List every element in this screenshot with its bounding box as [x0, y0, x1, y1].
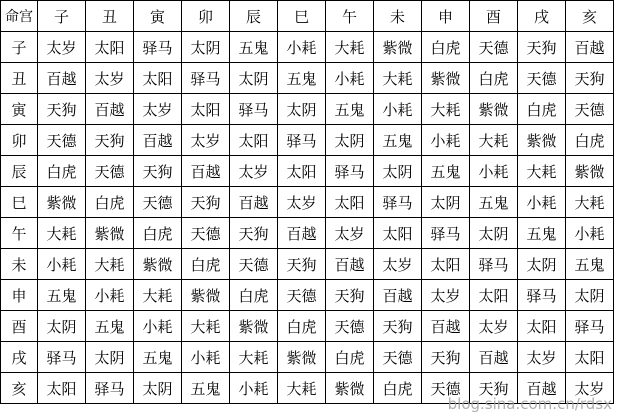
table-cell: 五鬼: [326, 94, 374, 125]
table-cell: 紫微: [422, 63, 470, 94]
table-cell: 百越: [278, 218, 326, 249]
table-cell: 太阳: [326, 187, 374, 218]
table-cell: 驿马: [86, 373, 134, 404]
table-cell: 白虎: [326, 342, 374, 373]
table-cell: 驿马: [326, 156, 374, 187]
table-cell: 五鬼: [518, 218, 566, 249]
table-cell: 大耗: [38, 218, 86, 249]
table-cell: 白虎: [38, 156, 86, 187]
table-cell: 太岁: [86, 63, 134, 94]
table-cell: 小耗: [326, 63, 374, 94]
table-cell: 太阳: [470, 280, 518, 311]
row-header: 申: [1, 280, 38, 311]
row-header: 卯: [1, 125, 38, 156]
column-header: 辰: [230, 1, 278, 32]
row-header: 酉: [1, 311, 38, 342]
row-header: 丑: [1, 63, 38, 94]
table-row: [1, 280, 614, 311]
table-cell: 太阳: [566, 342, 614, 373]
table-cell: 太阳: [230, 125, 278, 156]
table-cell: 大耗: [86, 249, 134, 280]
column-header: 酉: [470, 1, 518, 32]
table-cell: 太阴: [470, 218, 518, 249]
table-cell: 百越: [38, 63, 86, 94]
table-cell: 太岁: [134, 94, 182, 125]
row-header: 辰: [1, 156, 38, 187]
table-cell: 太岁: [422, 280, 470, 311]
table-row: [1, 125, 614, 156]
table-cell: 太岁: [182, 125, 230, 156]
table-cell: 白虎: [566, 125, 614, 156]
table-cell: 五鬼: [470, 187, 518, 218]
column-header: 子: [38, 1, 86, 32]
table-cell: 小耗: [230, 373, 278, 404]
table-cell: 紫微: [518, 125, 566, 156]
table-cell: 驿马: [134, 32, 182, 63]
table-cell: 百越: [134, 125, 182, 156]
table-cell: 天德: [230, 249, 278, 280]
table-body: [1, 32, 614, 404]
column-header: 亥: [566, 1, 614, 32]
table-cell: 天狗: [326, 280, 374, 311]
table-cell: 太阳: [86, 32, 134, 63]
table-cell: 太阳: [374, 218, 422, 249]
table-cell: 五鬼: [182, 373, 230, 404]
table-cell: 驿马: [470, 249, 518, 280]
table-cell: 紫微: [182, 280, 230, 311]
table-cell: 天德: [278, 280, 326, 311]
table-cell: 五鬼: [374, 125, 422, 156]
table-cell: 太阴: [518, 249, 566, 280]
table-cell: 太岁: [470, 311, 518, 342]
table-cell: 小耗: [38, 249, 86, 280]
table-cell: 天狗: [374, 311, 422, 342]
table-cell: 驿马: [374, 187, 422, 218]
table-row: [1, 249, 614, 280]
table-cell: 天狗: [38, 94, 86, 125]
table-cell: 小耗: [374, 94, 422, 125]
table-cell: 太岁: [278, 187, 326, 218]
table-cell: 太阴: [422, 187, 470, 218]
table-cell: 太阴: [134, 373, 182, 404]
table-cell: 百越: [518, 373, 566, 404]
table-cell: 天德: [374, 342, 422, 373]
table-cell: 驿马: [278, 125, 326, 156]
table-cell: 天德: [38, 125, 86, 156]
table-cell: 白虎: [374, 373, 422, 404]
column-header: 巳: [278, 1, 326, 32]
table-cell: 驿马: [182, 63, 230, 94]
column-header: 午: [326, 1, 374, 32]
table-cell: 五鬼: [566, 249, 614, 280]
table-cell: 紫微: [38, 187, 86, 218]
table-cell: 百越: [422, 311, 470, 342]
table-row: [1, 63, 614, 94]
table-row: [1, 94, 614, 125]
column-header: 丑: [86, 1, 134, 32]
table-cell: 紫微: [374, 32, 422, 63]
table-cell: 太阳: [278, 156, 326, 187]
table-cell: 紫微: [134, 249, 182, 280]
table-cell: 五鬼: [38, 280, 86, 311]
table-cell: 太岁: [38, 32, 86, 63]
table-cell: 大耗: [134, 280, 182, 311]
table-row: [1, 218, 614, 249]
table-cell: 天德: [422, 373, 470, 404]
table-cell: 紫微: [326, 373, 374, 404]
table-cell: 小耗: [134, 311, 182, 342]
table-cell: 太岁: [374, 249, 422, 280]
table-row: [1, 342, 614, 373]
table-cell: 百越: [230, 187, 278, 218]
watermark: blog.sina.com.cn/rdsx: [447, 395, 612, 413]
table-cell: 大耗: [422, 94, 470, 125]
table-cell: 百越: [566, 32, 614, 63]
table-cell: 大耗: [566, 187, 614, 218]
table-cell: 太阳: [182, 94, 230, 125]
table-cell: 紫微: [470, 94, 518, 125]
table-cell: 天狗: [278, 249, 326, 280]
table-cell: 大耗: [278, 373, 326, 404]
table-cell: 小耗: [470, 156, 518, 187]
table-cell: 小耗: [518, 187, 566, 218]
row-header: 戌: [1, 342, 38, 373]
table-cell: 白虎: [470, 63, 518, 94]
table-cell: 太阳: [134, 63, 182, 94]
table-cell: 百越: [470, 342, 518, 373]
table-cell: 太阳: [422, 249, 470, 280]
table-cell: 太阳: [38, 373, 86, 404]
table-cell: 太岁: [566, 373, 614, 404]
table-cell: 太阴: [566, 280, 614, 311]
table-cell: 太岁: [518, 342, 566, 373]
row-header: 午: [1, 218, 38, 249]
column-header: 申: [422, 1, 470, 32]
table-cell: 天狗: [566, 63, 614, 94]
table-cell: 小耗: [86, 280, 134, 311]
table-cell: 太阴: [278, 94, 326, 125]
table-cell: 紫微: [566, 156, 614, 187]
table-cell: 大耗: [374, 63, 422, 94]
table-cell: 白虎: [134, 218, 182, 249]
table-cell: 太岁: [326, 218, 374, 249]
table-cell: 五鬼: [278, 63, 326, 94]
table-cell: 大耗: [230, 342, 278, 373]
table-cell: 天德: [518, 63, 566, 94]
table-cell: 五鬼: [422, 156, 470, 187]
table-cell: 太阳: [518, 311, 566, 342]
table-cell: 百越: [86, 94, 134, 125]
row-header: 子: [1, 32, 38, 63]
table-cell: 大耗: [326, 32, 374, 63]
table-cell: 太阴: [38, 311, 86, 342]
table-cell: 白虎: [422, 32, 470, 63]
table-cell: 太岁: [230, 156, 278, 187]
table-cell: 太阴: [374, 156, 422, 187]
table-row: [1, 187, 614, 218]
row-header: 未: [1, 249, 38, 280]
table-cell: 百越: [182, 156, 230, 187]
column-header: 卯: [182, 1, 230, 32]
table-cell: 白虎: [230, 280, 278, 311]
table-cell: 天狗: [86, 125, 134, 156]
table-cell: 紫微: [230, 311, 278, 342]
table-cell: 白虎: [278, 311, 326, 342]
table-cell: 驿马: [518, 280, 566, 311]
table-cell: 大耗: [470, 125, 518, 156]
table-cell: 小耗: [566, 218, 614, 249]
row-header: 巳: [1, 187, 38, 218]
table-row: [1, 32, 614, 63]
table-row: [1, 156, 614, 187]
table-cell: 天狗: [134, 156, 182, 187]
table-cell: 天狗: [182, 187, 230, 218]
corner-header: 命宫: [1, 1, 38, 32]
table-cell: 天德: [326, 311, 374, 342]
table-cell: 太阴: [86, 342, 134, 373]
table-cell: 小耗: [422, 125, 470, 156]
table-cell: 驿马: [38, 342, 86, 373]
table-cell: 白虎: [86, 187, 134, 218]
table-cell: 百越: [326, 249, 374, 280]
table-cell: 小耗: [182, 342, 230, 373]
table-cell: 大耗: [182, 311, 230, 342]
table-cell: 天狗: [230, 218, 278, 249]
column-header: 寅: [134, 1, 182, 32]
table-cell: 驿马: [230, 94, 278, 125]
table-cell: 百越: [374, 280, 422, 311]
row-header: 寅: [1, 94, 38, 125]
column-header: 戌: [518, 1, 566, 32]
table-cell: 天狗: [422, 342, 470, 373]
table-cell: 天狗: [518, 32, 566, 63]
table-cell: 五鬼: [134, 342, 182, 373]
table-cell: 太阴: [326, 125, 374, 156]
table-cell: 太阴: [230, 63, 278, 94]
table-cell: 五鬼: [86, 311, 134, 342]
table-cell: 白虎: [518, 94, 566, 125]
table-cell: 紫微: [278, 342, 326, 373]
table-cell: 驿马: [566, 311, 614, 342]
table-cell: 天德: [566, 94, 614, 125]
table-cell: 白虎: [182, 249, 230, 280]
table-cell: 天德: [182, 218, 230, 249]
table-cell: 天德: [86, 156, 134, 187]
table-cell: 驿马: [422, 218, 470, 249]
table-cell: 五鬼: [230, 32, 278, 63]
table-row: [1, 311, 614, 342]
table-cell: 紫微: [86, 218, 134, 249]
row-header: 亥: [1, 373, 38, 404]
table-cell: 太阴: [182, 32, 230, 63]
table-cell: 天德: [134, 187, 182, 218]
header-row: [1, 1, 614, 32]
column-header: 未: [374, 1, 422, 32]
table-cell: 天狗: [470, 373, 518, 404]
table-cell: 大耗: [518, 156, 566, 187]
table-cell: 天德: [470, 32, 518, 63]
table-cell: 小耗: [278, 32, 326, 63]
